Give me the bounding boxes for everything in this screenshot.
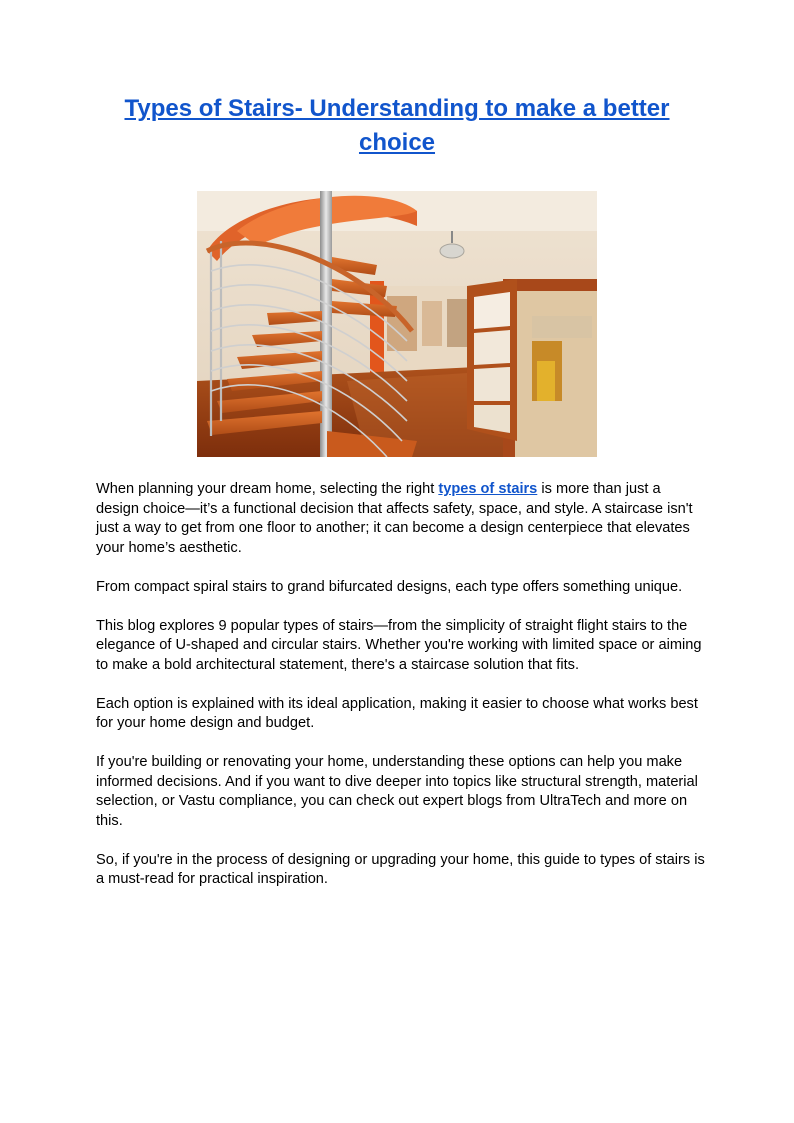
article-body <box>96 480 706 909</box>
paragraph-2: From compact spiral stairs to grand bifurcated designs, each type offers something unique. <box>96 578 683 595</box>
types-of-stairs-link[interactable]: types of stairs <box>438 481 538 497</box>
paragraph-intro: When planning your dream home, selecting the right types of stairs is more than just a design choice—it’s a functional decision that affects safety, space, and style. A staircase isn't just a way to get from one floor to another; it can become a design centerpiece that elevates your home’s aesthetic. <box>96 481 693 556</box>
title-link[interactable]: Types of Stairs- Understanding to make a better choice <box>124 95 670 156</box>
paragraph-4: Each option is explained with its ideal application, making it easier to choose what works best for your home design and budget. <box>96 695 698 731</box>
staircase-illustration <box>197 191 597 457</box>
page-title <box>96 92 698 160</box>
paragraph-6: So, if you're in the process of designing or upgrading your home, this guide to types of stairs is a must-read for practical inspiration. <box>96 851 705 887</box>
paragraph-5: If you're building or renovating your home, understanding these options can help you make informed decisions. And if you want to dive deeper into topics like structural strength, material selection, or Vastu compliance, you can check out expert blogs from UltraTech and more on this. <box>96 754 698 829</box>
spiral-staircase-photo <box>197 191 597 457</box>
paragraph-3: This blog explores 9 popular types of stairs—from the simplicity of straight flight stairs to the elegance of U-shaped and circular stairs. Whether you're working with limited space or aiming to make a bold architectural statement, there's a staircase solution that fits. <box>96 617 702 673</box>
